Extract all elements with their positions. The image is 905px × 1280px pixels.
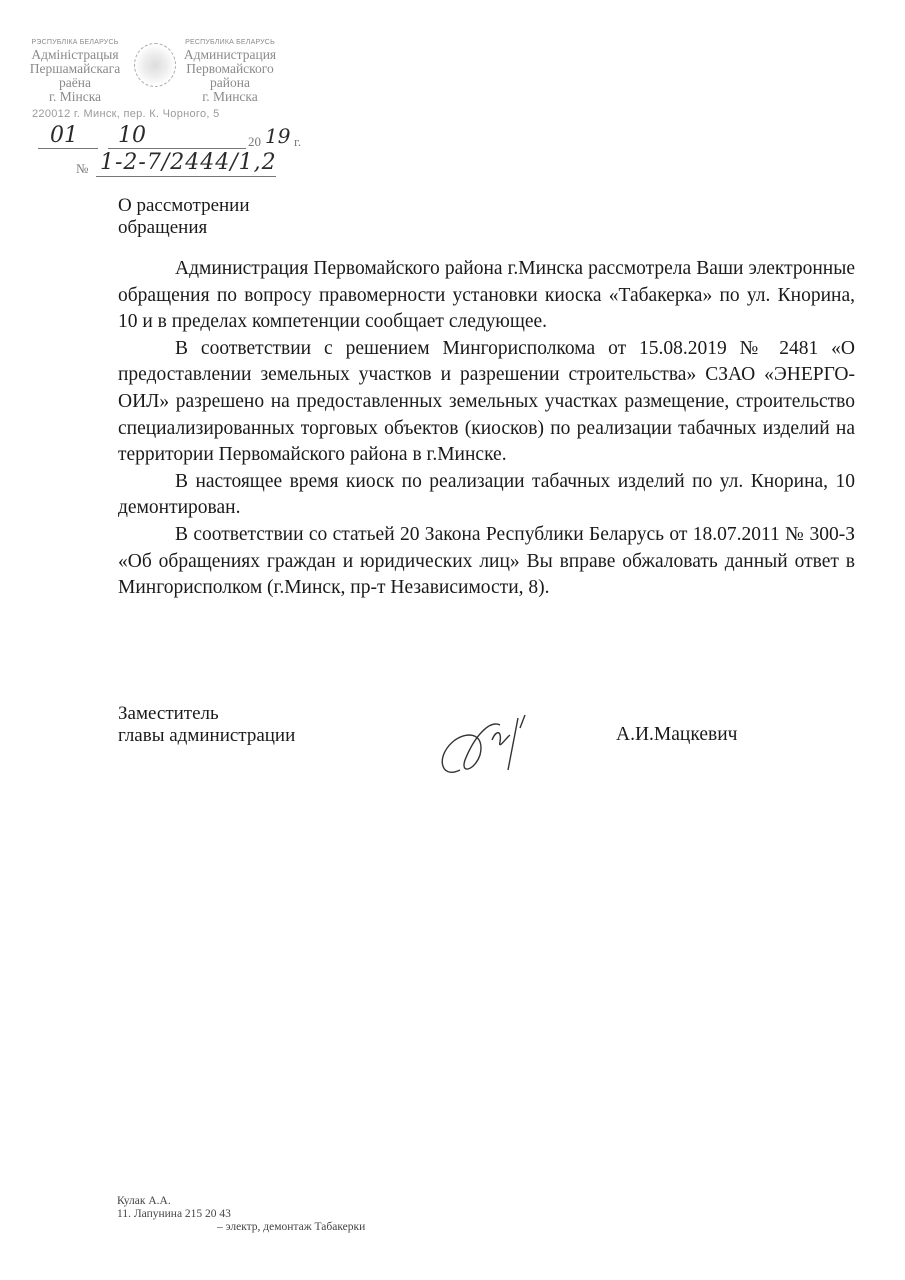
- letter-body: [118, 256, 855, 602]
- country-label: РЕСПУБЛИКА БЕЛАРУСЬ: [185, 39, 275, 46]
- signatory-name: А.И.Мацкевич: [616, 724, 738, 745]
- subject-line: О рассмотрении: [118, 195, 250, 216]
- executor-name: Кулак А.А.: [117, 1195, 171, 1207]
- date-year-prefix: 20: [248, 134, 261, 149]
- paragraph: В соответствии с решением Мингорисполкома от 15.08.2019 № 2481 «О предоставлении земельных участков и разрешении строительства» СЗАО «ЭНЕРГО-ОИЛ» разрешено на предоставленных земельных участках размещение, строительство специализированных торговых объектов (киосков) по реализации табачных изделий на территории Первомайского района в г.Минске.: [118, 337, 855, 466]
- letter-subject: [118, 195, 250, 239]
- state-emblem-icon: [134, 43, 176, 87]
- title-line: главы администрации: [118, 725, 296, 746]
- date-day-line: [38, 148, 98, 149]
- paragraph: В настоящее время киоск по реализации табачных изделий по ул. Кнорина, 10 демонтирован.: [118, 470, 855, 519]
- number-prefix: №: [76, 161, 89, 176]
- letterhead-belarusian: [22, 38, 128, 104]
- number-line: [96, 176, 276, 177]
- org-line: г. Мінска: [48, 89, 102, 104]
- file-note: – электр, демонтаж Табакерки: [217, 1221, 366, 1233]
- paragraph: В соответствии со статьей 20 Закона Республики Беларусь от 18.07.2011 № 300-З «Об обращениях граждан и юридических лиц» Вы вправе обжаловать данный ответ в Мингорисполком (г.Минск, пр-т Независимости, 8).: [118, 523, 855, 599]
- executor-info: [117, 1195, 365, 1234]
- letterhead-russian: [178, 38, 282, 104]
- country-label: РЭСПУБЛІКА БЕЛАРУСЬ: [31, 39, 119, 46]
- title-line: Заместитель: [118, 703, 219, 724]
- date-month-line: [108, 148, 246, 149]
- date-month: 10: [118, 123, 146, 148]
- org-address: 220012 г. Минск, пер. К. Чорного, 5: [32, 108, 220, 120]
- outgoing-number: 1-2-7/2444/1,2: [100, 150, 277, 175]
- org-line: Администрация: [183, 47, 277, 62]
- org-line: г. Минска: [202, 89, 258, 104]
- handwritten-signature: [430, 700, 540, 790]
- org-line: Первомайского: [186, 61, 274, 76]
- paragraph: Администрация Первомайского района г.Минска рассмотрела Ваши электронные обращения по вопросу правомерности установки киоска «Табакерка» по ул. Кнорина, 10 и в пределах компетенции сообщает следующее.: [118, 258, 855, 333]
- signatory-title: [118, 703, 295, 747]
- org-line: Адміністрацыя: [31, 47, 119, 62]
- org-line: Першамайскага: [29, 61, 121, 76]
- org-line: района: [210, 75, 250, 90]
- org-line: раёна: [59, 75, 91, 90]
- date-day: 01: [50, 123, 78, 148]
- subject-line: обращения: [118, 217, 208, 238]
- date-year: 19: [265, 124, 291, 148]
- executor-phone: 11. Лапунина 215 20 43: [117, 1208, 231, 1220]
- date-year-unit: г.: [294, 134, 302, 149]
